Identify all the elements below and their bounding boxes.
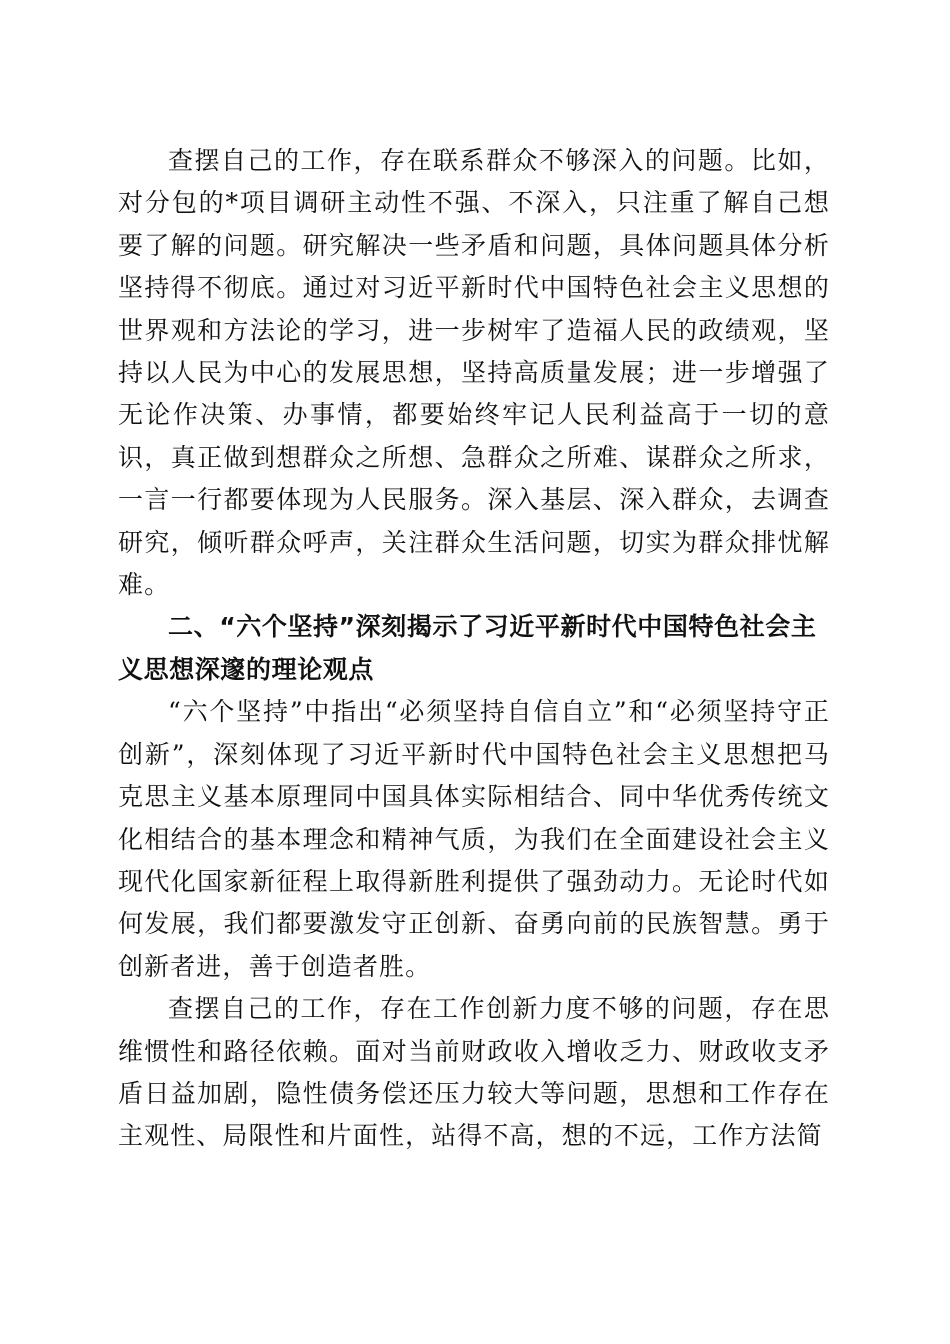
section-heading-two: 二、“六个坚持”深刻揭示了习近平新时代中国特色社会主义思想深邃的理论观点	[118, 612, 817, 684]
paragraph-contact-masses: 查摆自己的工作，存在联系群众不够深入的问题。比如，对分包的*项目调研主动性不强、不深入，只注重了解自己想要了解的问题。研究解决一些矛盾和问题，具体问题具体分析坚持得不彻底。通过对习近平新时代中国特色社会主义思想的世界观和方法论的学习，进一步树牢了造福人民的政绩观，坚持以人民为中心的发展思想，坚持高质量发展；进一步增强了无论作决策、办事情，都要始终牢记人民利益高于一切的意识，真正做到想群众之所想、急群众之所难、谋群众之所求，一言一行都要体现为人民服务。深入基层、深入群众，去调查研究，倾听群众呼声，关注群众生活问题，切实为群众排忧解难。	[118, 146, 830, 600]
paragraph-six-persistences: “六个坚持”中指出“必须坚持自信自立”和“必须坚持守正创新”，深刻体现了习近平新时代中国特色社会主义思想把马克思主义基本原理同中国具体实际相结合、同中华优秀传统文化相结合的基本理念和精神气质，为我们在全面建设社会主义现代化国家新征程上取得新胜利提供了强劲动力。无论时代如何发展，我们都要激发守正创新、奋勇向前的民族智慧。勇于创新者进，善于创造者胜。	[118, 697, 830, 981]
document-body	[118, 140, 830, 1158]
paragraph-innovation-problem: 查摆自己的工作，存在工作创新力度不够的问题，存在思维惯性和路径依赖。面对当前财政收入增收乏力、财政收支矛盾日益加剧，隐性债务偿还压力较大等问题，思想和工作存在主观性、局限性和片面性，站得不高，想的不远，工作方法简	[118, 994, 830, 1151]
